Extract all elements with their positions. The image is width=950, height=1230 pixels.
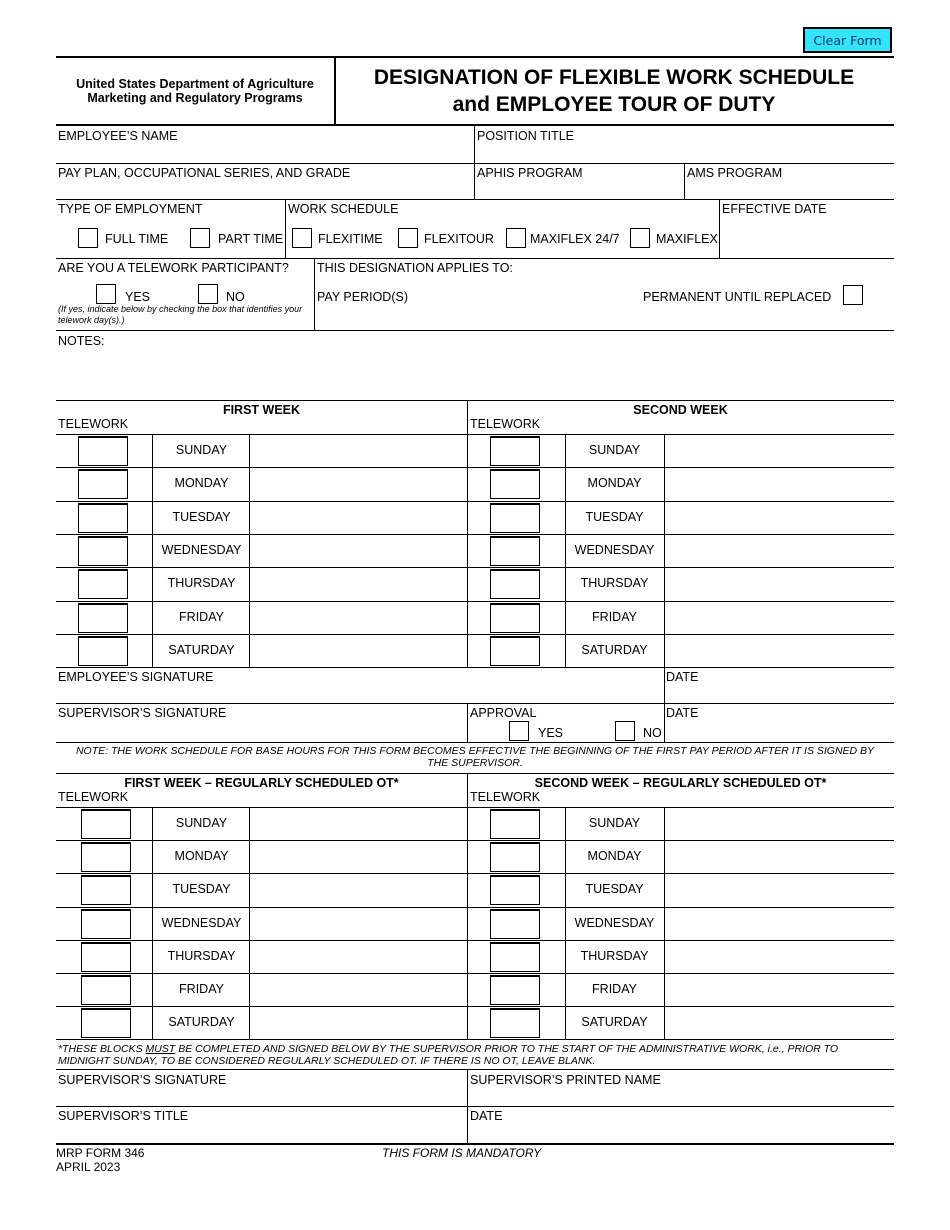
ot-second-week-day: SUNDAY bbox=[588, 816, 641, 830]
ot-second-week-hours-field[interactable] bbox=[665, 908, 893, 939]
work-schedule-label: WORK SCHEDULE bbox=[288, 202, 399, 216]
designation-applies-label: THIS DESIGNATION APPLIES TO: bbox=[317, 261, 513, 275]
maxiflex-label: MAXIFLEX bbox=[656, 232, 718, 246]
effective-date-label: EFFECTIVE DATE bbox=[722, 202, 827, 216]
effective-note-line-2: THE SUPERVISOR. bbox=[427, 757, 523, 769]
base-second-week-hours-field[interactable] bbox=[665, 568, 893, 599]
base-second-week-telework-label: TELEWORK bbox=[470, 417, 541, 431]
base-first-week-title: FIRST WEEK bbox=[222, 403, 301, 417]
overtime-footnote-line-2: MIDNIGHT SUNDAY, TO BE CONSIDERED REGULARLY SCHEDULED OT. IF THERE IS NO OT, LEAVE BLANK. bbox=[58, 1055, 596, 1067]
telework-question-label: ARE YOU A TELEWORK PARTICIPANT? bbox=[58, 261, 289, 275]
ams-program-label: AMS PROGRAM bbox=[687, 166, 783, 180]
form-title-line-2: and EMPLOYEE TOUR OF DUTY bbox=[452, 93, 776, 116]
base-first-week-day: FRIDAY bbox=[179, 609, 224, 624]
effective-note bbox=[56, 745, 894, 769]
ot-first-week-title: FIRST WEEK – REGULARLY SCHEDULED OT* bbox=[124, 776, 399, 790]
ot-date-label: DATE bbox=[470, 1109, 503, 1123]
ot-supervisor-signature-label: SUPERVISOR’S SIGNATURE bbox=[58, 1073, 227, 1087]
base-first-week-telework-box[interactable] bbox=[78, 436, 128, 466]
base-first-week-telework-box[interactable] bbox=[78, 603, 128, 633]
ot-first-week-telework-box[interactable] bbox=[81, 875, 131, 905]
ot-second-week-hours-field[interactable] bbox=[665, 1007, 893, 1038]
agency-line-1: United States Department of Agriculture bbox=[76, 77, 314, 91]
base-first-week-hours-field[interactable] bbox=[250, 502, 466, 533]
approval-no-checkbox[interactable] bbox=[615, 721, 635, 741]
base-first-week-hours-field[interactable] bbox=[250, 468, 466, 499]
approval-yes-label: YES bbox=[538, 726, 564, 740]
ot-first-week-telework-box[interactable] bbox=[81, 909, 131, 939]
ot-first-week-telework-box[interactable] bbox=[81, 842, 131, 872]
base-second-week-day: MONDAY bbox=[587, 476, 642, 491]
base-second-week-day: SATURDAY bbox=[581, 642, 648, 657]
ot-first-week-hours-field[interactable] bbox=[250, 841, 466, 872]
ot-second-week-telework-box[interactable] bbox=[490, 909, 540, 939]
form-id bbox=[56, 1146, 144, 1174]
telework-yes-checkbox[interactable] bbox=[96, 284, 116, 304]
base-second-week-day: FRIDAY bbox=[592, 609, 637, 624]
ot-second-week-day: MONDAY bbox=[587, 849, 642, 864]
form-date: APRIL 2023 bbox=[56, 1160, 121, 1174]
ot-second-week-day: FRIDAY bbox=[592, 982, 637, 996]
base-first-week-day: TUESDAY bbox=[172, 509, 231, 524]
overtime-footnote bbox=[58, 1043, 838, 1067]
ot-first-week-hours-field[interactable] bbox=[250, 941, 466, 972]
ot-first-week-day: SATURDAY bbox=[168, 1015, 235, 1030]
ot-second-week-hours-field[interactable] bbox=[665, 874, 893, 905]
approval-yes-checkbox[interactable] bbox=[509, 721, 529, 741]
base-first-week-hours-field[interactable] bbox=[250, 535, 466, 566]
approval-label: APPROVAL bbox=[470, 706, 537, 720]
base-second-week-telework-box[interactable] bbox=[490, 469, 540, 499]
position-title-label: POSITION TITLE bbox=[477, 129, 575, 143]
permanent-label: PERMANENT UNTIL REPLACED bbox=[643, 290, 832, 304]
ot-second-week-day: THURSDAY bbox=[580, 948, 649, 963]
supervisor-signature-label: SUPERVISOR’S SIGNATURE bbox=[58, 706, 227, 720]
employee-signature-label: EMPLOYEE’S SIGNATURE bbox=[58, 670, 214, 684]
ot-first-week-hours-field[interactable] bbox=[250, 874, 466, 905]
ot-second-week-telework-box[interactable] bbox=[490, 842, 540, 872]
agency-name bbox=[56, 77, 334, 105]
pay-periods-label: PAY PERIOD(S) bbox=[317, 290, 408, 304]
approval-no-label: NO bbox=[643, 726, 662, 740]
ot-second-week-hours-field[interactable] bbox=[665, 974, 893, 1005]
flexitour-checkbox[interactable] bbox=[398, 228, 418, 248]
mandatory-text: THIS FORM IS MANDATORY bbox=[382, 1146, 542, 1160]
base-first-week-telework-box[interactable] bbox=[78, 569, 128, 599]
effective-note-line-1: NOTE: THE WORK SCHEDULE FOR BASE HOURS FOR THIS FORM BECOMES EFFECTIVE THE BEGINNING OF THE FIRST PAY PERIOD AFTER IT IS SIGNED BY bbox=[75, 745, 875, 757]
overtime-footnote-part-b: BE COMPLETED AND SIGNED BELOW BY THE SUPERVISOR PRIOR TO THE START OF THE ADMINISTRATIVE WORK, i.e., PRIOR TO bbox=[175, 1043, 839, 1055]
ot-first-week-day: TUESDAY bbox=[172, 882, 231, 897]
base-first-week-day: SATURDAY bbox=[168, 642, 235, 657]
ot-second-week-telework-box[interactable] bbox=[490, 975, 540, 1005]
clear-form-button[interactable]: Clear Form bbox=[803, 27, 892, 53]
telework-hint-line-1: (If yes, indicate below by checking the box that identifies your bbox=[58, 304, 303, 314]
pay-plan-label: PAY PLAN, OCCUPATIONAL SERIES, AND GRADE bbox=[58, 166, 351, 180]
base-second-week-hours-field[interactable] bbox=[665, 602, 893, 633]
base-second-week-hours-field[interactable] bbox=[665, 435, 893, 466]
form-number: MRP FORM 346 bbox=[56, 1146, 145, 1160]
form-title bbox=[336, 64, 892, 118]
base-first-week-day: SUNDAY bbox=[175, 443, 228, 457]
ot-second-week-telework-label: TELEWORK bbox=[470, 790, 541, 804]
ot-first-week-day: THURSDAY bbox=[167, 948, 236, 963]
supervisor-printed-name-label: SUPERVISOR’S PRINTED NAME bbox=[470, 1073, 661, 1087]
base-second-week-hours-field[interactable] bbox=[665, 635, 893, 666]
ot-second-week-day: SATURDAY bbox=[581, 1015, 648, 1030]
full-time-checkbox[interactable] bbox=[78, 228, 98, 248]
ot-first-week-telework-box[interactable] bbox=[81, 975, 131, 1005]
part-time-label: PART TIME bbox=[218, 232, 284, 246]
telework-no-label: NO bbox=[226, 290, 245, 304]
telework-hint bbox=[58, 304, 302, 326]
aphis-program-label: APHIS PROGRAM bbox=[477, 166, 583, 180]
base-first-week-telework-box[interactable] bbox=[78, 536, 128, 566]
base-first-week-day: WEDNESDAY bbox=[161, 542, 242, 557]
flexitime-checkbox[interactable] bbox=[292, 228, 312, 248]
base-second-week-hours-field[interactable] bbox=[665, 502, 893, 533]
ot-second-week-hours-field[interactable] bbox=[665, 941, 893, 972]
base-second-week-hours-field[interactable] bbox=[665, 468, 893, 499]
base-second-week-day: TUESDAY bbox=[585, 509, 644, 524]
full-time-label: FULL TIME bbox=[105, 232, 169, 246]
base-first-week-hours-field[interactable] bbox=[250, 568, 466, 599]
base-second-week-telework-box[interactable] bbox=[490, 603, 540, 633]
ot-second-week-title: SECOND WEEK – REGULARLY SCHEDULED OT* bbox=[534, 776, 827, 790]
agency-line-2: Marketing and Regulatory Programs bbox=[87, 91, 303, 105]
ot-second-week-day: TUESDAY bbox=[585, 882, 644, 897]
ot-second-week-hours-field[interactable] bbox=[665, 841, 893, 872]
part-time-checkbox[interactable] bbox=[190, 228, 210, 248]
type-of-employment-label: TYPE OF EMPLOYMENT bbox=[58, 202, 203, 216]
flexitour-label: FLEXITOUR bbox=[424, 232, 494, 246]
telework-no-checkbox[interactable] bbox=[198, 284, 218, 304]
base-second-week-day: WEDNESDAY bbox=[574, 542, 655, 557]
base-first-week-telework-box[interactable] bbox=[78, 469, 128, 499]
telework-hint-line-2: telework day(s).) bbox=[58, 315, 125, 325]
base-second-week-telework-box[interactable] bbox=[490, 536, 540, 566]
form-title-line-1: DESIGNATION OF FLEXIBLE WORK SCHEDULE bbox=[373, 66, 855, 89]
ot-first-week-hours-field[interactable] bbox=[250, 808, 466, 839]
maxiflex-247-checkbox[interactable] bbox=[506, 228, 526, 248]
base-first-week-telework-box[interactable] bbox=[78, 503, 128, 533]
base-second-week-telework-box[interactable] bbox=[490, 503, 540, 533]
ot-first-week-hours-field[interactable] bbox=[250, 1007, 466, 1038]
base-first-week-telework-label: TELEWORK bbox=[58, 417, 129, 431]
base-second-week-telework-box[interactable] bbox=[490, 636, 540, 666]
base-first-week-day: MONDAY bbox=[174, 476, 229, 491]
base-second-week-telework-box[interactable] bbox=[490, 569, 540, 599]
ot-first-week-day: WEDNESDAY bbox=[161, 915, 242, 930]
maxiflex-247-label: MAXIFLEX 24/7 bbox=[530, 232, 620, 246]
base-second-week-telework-box[interactable] bbox=[490, 436, 540, 466]
ot-second-week-telework-box[interactable] bbox=[490, 1008, 540, 1038]
employee-signature-date-label: DATE bbox=[666, 670, 699, 684]
base-first-week-hours-field[interactable] bbox=[250, 635, 466, 666]
base-first-week-day: THURSDAY bbox=[167, 576, 236, 591]
ot-first-week-telework-box[interactable] bbox=[81, 942, 131, 972]
ot-first-week-day: FRIDAY bbox=[179, 982, 224, 996]
base-first-week-hours-field[interactable] bbox=[250, 435, 466, 466]
base-second-week-hours-field[interactable] bbox=[665, 535, 893, 566]
maxiflex-checkbox[interactable] bbox=[630, 228, 650, 248]
ot-second-week-telework-box[interactable] bbox=[490, 942, 540, 972]
base-second-week-day: SUNDAY bbox=[588, 443, 641, 457]
overtime-footnote-must: MUST bbox=[145, 1043, 176, 1055]
telework-yes-label: YES bbox=[125, 290, 151, 304]
supervisor-signature-date-label: DATE bbox=[666, 706, 699, 720]
permanent-checkbox[interactable] bbox=[843, 285, 863, 305]
base-second-week-title: SECOND WEEK bbox=[633, 403, 728, 417]
ot-first-week-day: MONDAY bbox=[174, 849, 229, 864]
notes-label: NOTES: bbox=[58, 334, 105, 348]
ot-second-week-telework-box[interactable] bbox=[490, 875, 540, 905]
overtime-footnote-part-a: *THESE BLOCKS bbox=[58, 1043, 146, 1055]
base-second-week-day: THURSDAY bbox=[580, 576, 649, 591]
ot-second-week-hours-field[interactable] bbox=[665, 808, 893, 839]
ot-first-week-telework-box[interactable] bbox=[81, 1008, 131, 1038]
ot-first-week-day: SUNDAY bbox=[175, 816, 228, 830]
supervisor-title-label: SUPERVISOR’S TITLE bbox=[58, 1109, 189, 1123]
ot-first-week-telework-box[interactable] bbox=[81, 809, 131, 839]
base-first-week-hours-field[interactable] bbox=[250, 602, 466, 633]
ot-second-week-telework-box[interactable] bbox=[490, 809, 540, 839]
ot-second-week-day: WEDNESDAY bbox=[574, 915, 655, 930]
ot-first-week-hours-field[interactable] bbox=[250, 974, 466, 1005]
flexitime-label: FLEXITIME bbox=[318, 232, 383, 246]
base-first-week-telework-box[interactable] bbox=[78, 636, 128, 666]
ot-first-week-telework-label: TELEWORK bbox=[58, 790, 129, 804]
employee-name-label: EMPLOYEE’S NAME bbox=[58, 129, 178, 143]
ot-first-week-hours-field[interactable] bbox=[250, 908, 466, 939]
